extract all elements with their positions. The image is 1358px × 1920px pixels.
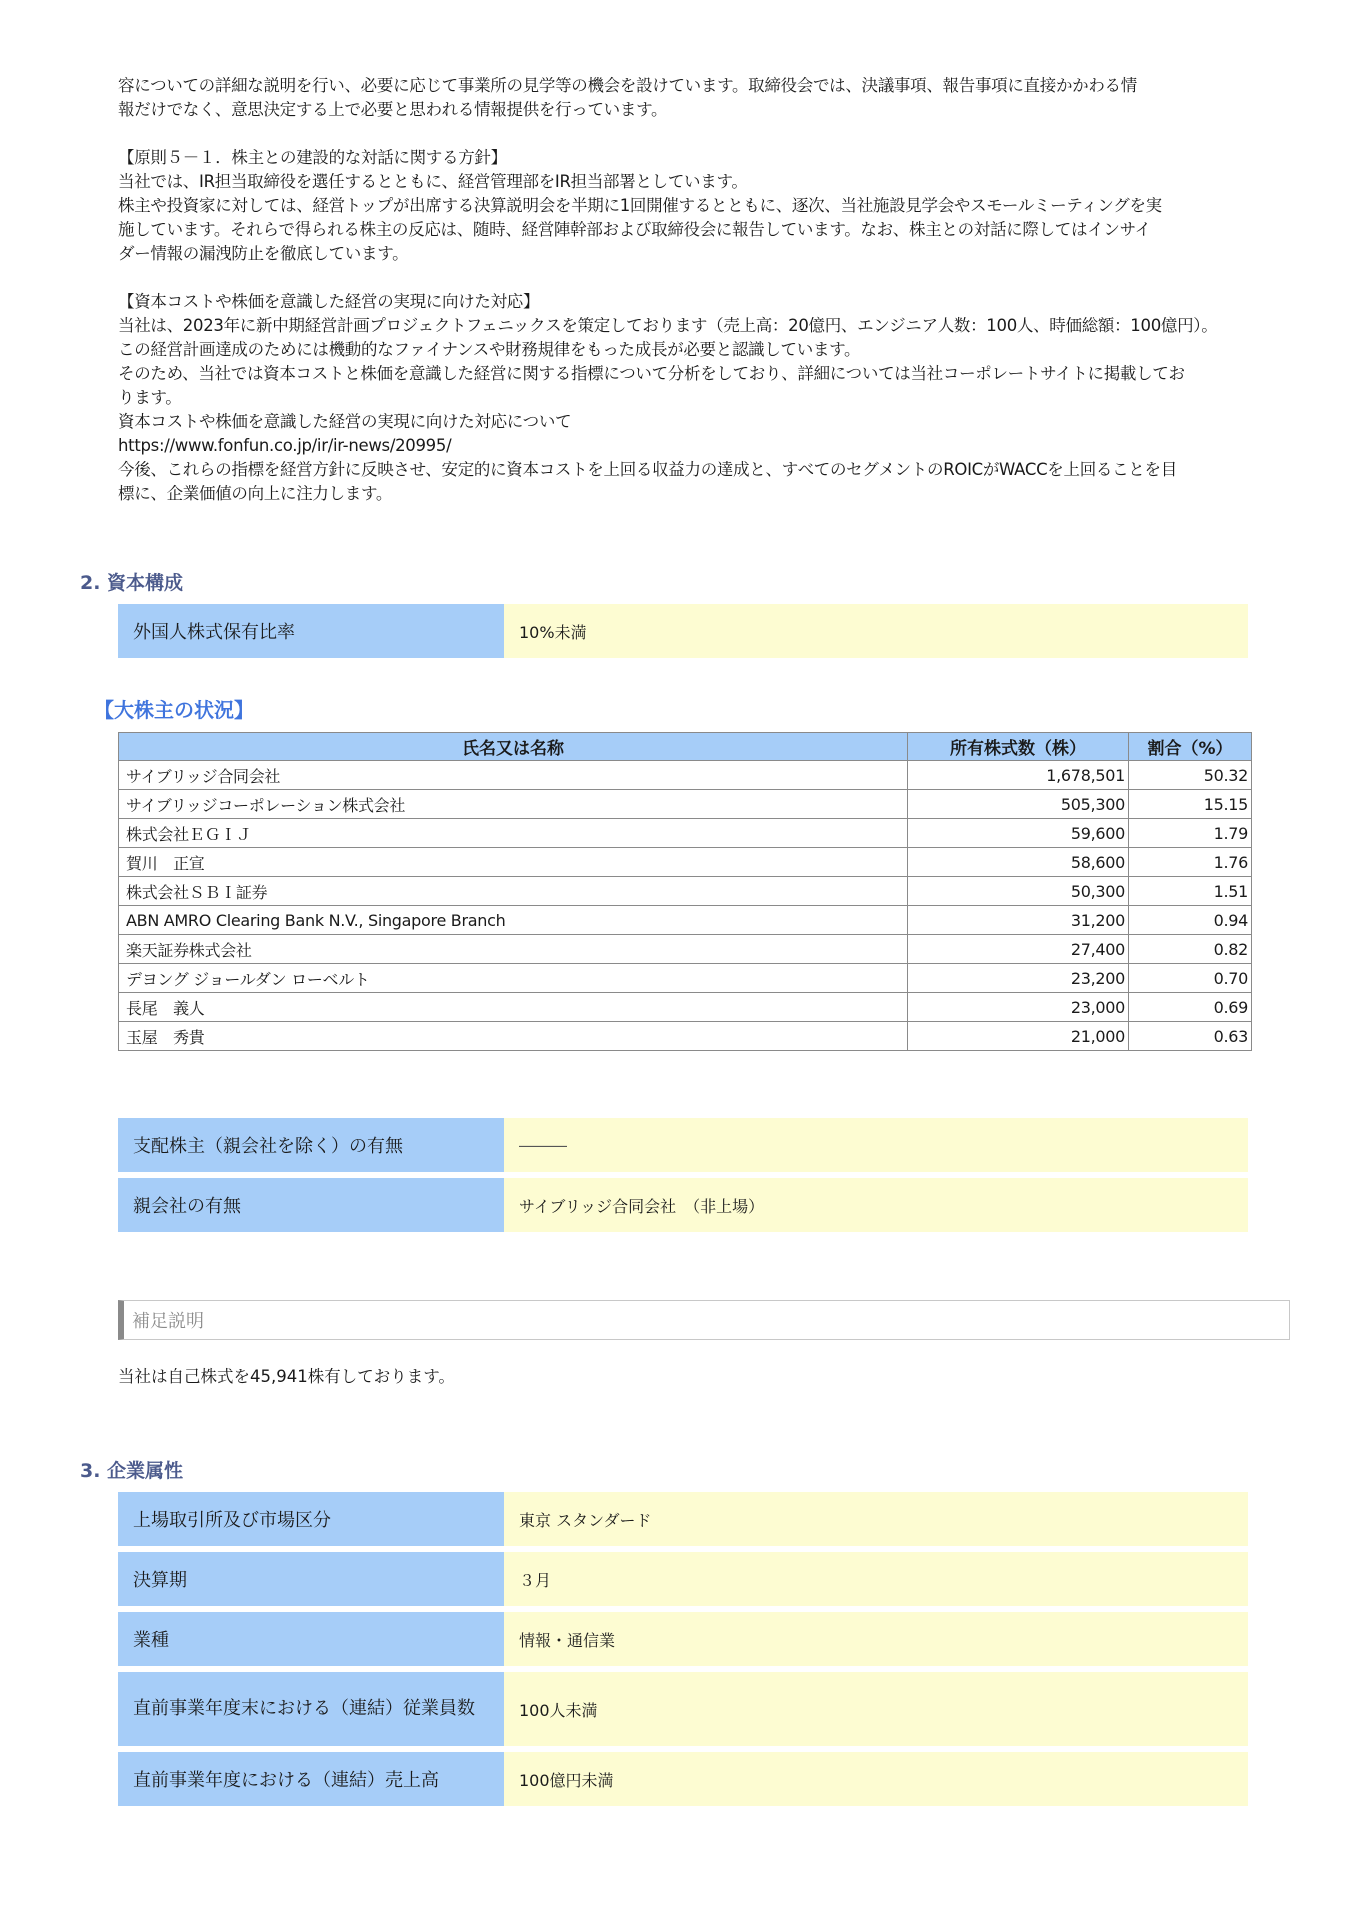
shareholder-name: 株式会社ＥＧＩＪ [119, 819, 908, 848]
ratio: 0.94 [1129, 906, 1252, 935]
shareholder-name: 賀川 正宣 [119, 848, 908, 877]
ratio: 50.32 [1129, 761, 1252, 790]
shareholder-name: 株式会社ＳＢＩ証券 [119, 877, 908, 906]
supplement-text: 当社は自己株式を45,941株有しております。 [118, 1367, 455, 1386]
ratio: 0.82 [1129, 935, 1252, 964]
shareholder-name: 玉屋 秀貴 [119, 1022, 908, 1051]
col-header-ratio: 割合（%） [1129, 733, 1252, 761]
table-row [119, 964, 1252, 993]
text-line: 施しています。それらで得られる株主の反応は、随時、経営陣幹部および取締役会に報告しています。なお、株主との対話に際してはインサイ [118, 220, 1151, 239]
kv-label: 支配株主（親会社を除く）の有無 [118, 1118, 504, 1172]
shares-count: 59,600 [908, 819, 1129, 848]
table-row [119, 935, 1252, 964]
shares-count: 23,200 [908, 964, 1129, 993]
text-line: 当社は、2023年に新中期経営計画プロジェクトフェニックスを策定しております（売上高：20億円、エンジニア人数：100人、時価総額：100億円）。 [118, 316, 1218, 335]
kv-label: 業種 [118, 1612, 504, 1666]
foreign-ownership-table [118, 598, 1248, 664]
controlling-shareholder-table [118, 1112, 1248, 1238]
section-title-corporate-attributes: 3. 企業属性 [80, 1460, 184, 1482]
kv-label: 外国人株式保有比率 [118, 604, 504, 658]
kv-label: 直前事業年度における（連結）売上高 [118, 1752, 504, 1806]
major-shareholders-table [118, 732, 1252, 1051]
kv-row [118, 1178, 1248, 1232]
shareholder-name: 楽天証券株式会社 [119, 935, 908, 964]
table-header-row [119, 733, 1252, 761]
kv-value: ３月 [504, 1552, 1248, 1606]
text-line: 容についての詳細な説明を行い、必要に応じて事業所の見学等の機会を設けています。取締役会では、決議事項、報告事項に直接かかわる情 [118, 76, 1137, 95]
ratio: 15.15 [1129, 790, 1252, 819]
table-row [119, 993, 1252, 1022]
text-line: 株主や投資家に対しては、経営トップが出席する決算説明会を半期に1回開催するとともに、逐次、当社施設見学会やスモールミーティングを実 [118, 196, 1162, 215]
ratio: 0.63 [1129, 1022, 1252, 1051]
table-row [119, 848, 1252, 877]
governance-text [118, 74, 1268, 506]
spacer [118, 122, 1268, 146]
table-row [119, 906, 1252, 935]
supplement-label-box [118, 1300, 1290, 1340]
major-shareholders-title: 【大株主の状況】 [94, 698, 254, 722]
ratio: 1.79 [1129, 819, 1252, 848]
col-header-name: 氏名又は名称 [119, 733, 908, 761]
text-line: 標に、企業価値の向上に注力します。 [118, 484, 393, 503]
text-line: そのため、当社では資本コストと株価を意識した経営に関する指標について分析をしており、詳細については当社コーポレートサイトに掲載してお [118, 364, 1185, 383]
kv-value: サイブリッジ合同会社 （非上場） [504, 1178, 1248, 1232]
kv-value: 情報・通信業 [504, 1612, 1248, 1666]
kv-label: 上場取引所及び市場区分 [118, 1492, 504, 1546]
kv-label: 親会社の有無 [118, 1178, 504, 1232]
text-line: 当社では、IR担当取締役を選任するとともに、経営管理部をIR担当部署としています。 [118, 172, 748, 191]
text-line: この経営計画達成のためには機動的なファイナンスや財務規律をもった成長が必要と認識しています。 [118, 340, 861, 359]
kv-row [118, 1752, 1248, 1806]
table-row [119, 877, 1252, 906]
text-line: ります。 [118, 388, 182, 407]
col-header-shares: 所有株式数（株） [908, 733, 1129, 761]
kv-row [118, 1118, 1248, 1172]
kv-value: 10%未満 [504, 604, 1248, 658]
kv-label: 直前事業年度末における（連結）従業員数 [118, 1672, 504, 1746]
shareholder-name: ABN AMRO Clearing Bank N.V., Singapore Branch [119, 906, 908, 935]
kv-row [118, 1612, 1248, 1666]
kv-value: ――― [504, 1118, 1248, 1172]
shareholder-name: サイブリッジ合同会社 [119, 761, 908, 790]
url-text: https://www.fonfun.co.jp/ir/ir-news/20995/ [118, 436, 452, 455]
spacer [118, 266, 1268, 290]
shares-count: 27,400 [908, 935, 1129, 964]
shares-count: 31,200 [908, 906, 1129, 935]
shareholder-name: 長尾 義人 [119, 993, 908, 1022]
shares-count: 505,300 [908, 790, 1129, 819]
kv-value: 100人未満 [504, 1672, 1248, 1746]
corporate-attributes-table [118, 1486, 1248, 1812]
ratio: 0.69 [1129, 993, 1252, 1022]
kv-value: 東京 スタンダード [504, 1492, 1248, 1546]
shares-count: 50,300 [908, 877, 1129, 906]
shareholder-name: サイブリッジコーポレーション株式会社 [119, 790, 908, 819]
table-row [119, 1022, 1252, 1051]
supplement-label: 補足説明 [132, 1311, 204, 1332]
text-line: 今後、これらの指標を経営方針に反映させ、安定的に資本コストを上回る収益力の達成と、すべてのセグメントのROICがWACCを上回ることを目 [118, 460, 1177, 479]
shares-count: 58,600 [908, 848, 1129, 877]
kv-row [118, 1492, 1248, 1546]
kv-value: 100億円未満 [504, 1752, 1248, 1806]
table-row [119, 790, 1252, 819]
kv-label: 決算期 [118, 1552, 504, 1606]
kv-row [118, 604, 1248, 658]
kv-row [118, 1672, 1248, 1746]
ratio: 1.76 [1129, 848, 1252, 877]
table-row [119, 819, 1252, 848]
ratio: 0.70 [1129, 964, 1252, 993]
policy-heading: 【資本コストや株価を意識した経営の実現に向けた対応】 [118, 292, 540, 311]
text-line: 資本コストや株価を意識した経営の実現に向けた対応について [118, 412, 572, 431]
section-title-capital: 2. 資本構成 [80, 572, 184, 594]
shares-count: 1,678,501 [908, 761, 1129, 790]
shareholder-name: デヨング ジョールダン ローベルト [119, 964, 908, 993]
text-line: ダー情報の漏洩防止を徹底しています。 [118, 244, 409, 263]
text-line: 報だけでなく、意思決定する上で必要と思われる情報提供を行っています。 [118, 100, 668, 119]
kv-row [118, 1552, 1248, 1606]
policy-heading: 【原則５－１．株主との建設的な対話に関する方針】 [118, 148, 507, 167]
shares-count: 21,000 [908, 1022, 1129, 1051]
shares-count: 23,000 [908, 993, 1129, 1022]
table-row [119, 761, 1252, 790]
ratio: 1.51 [1129, 877, 1252, 906]
